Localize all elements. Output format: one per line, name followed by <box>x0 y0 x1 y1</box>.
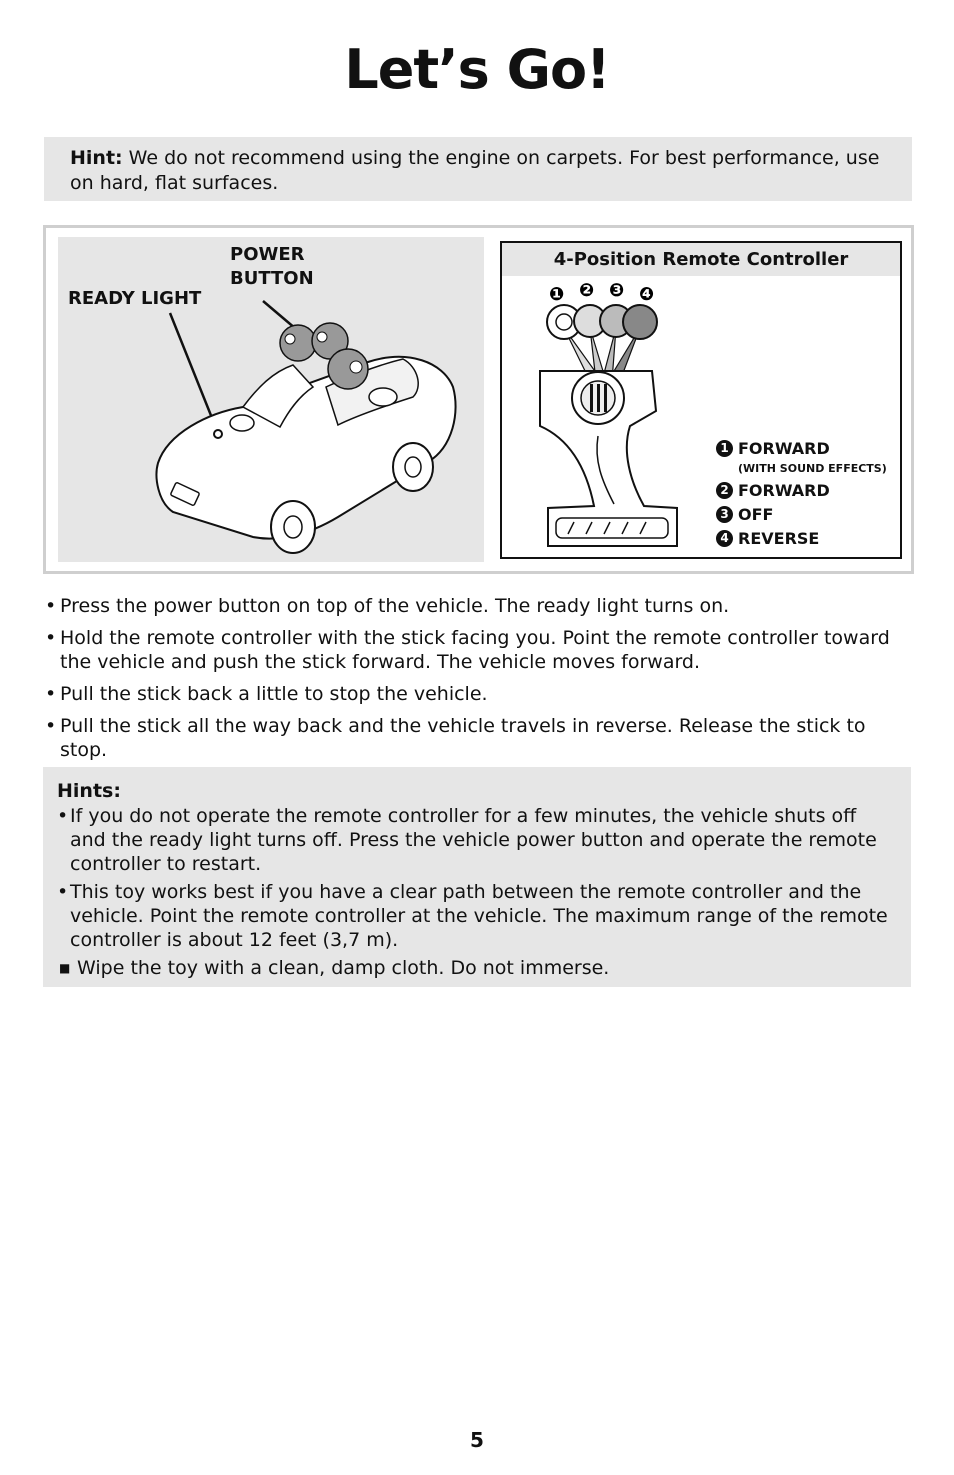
car-drawing <box>58 237 484 562</box>
ready-light-pointer <box>170 313 218 433</box>
passenger-eye <box>350 361 362 373</box>
power-button-pointer <box>263 301 296 329</box>
legend-row-forward <box>716 478 887 502</box>
remote-dial-line <box>590 384 593 412</box>
stick-number-3: ❸ <box>609 280 625 301</box>
instruction-text: Hold the remote controller with the stick facing you. Point the remote controller toward the vehicle and push the stick forward. The vehicle moves forward. <box>60 627 890 673</box>
instruction-text: Pull the stick all the way back and the vehicle travels in reverse. Release the stick to stop. <box>60 715 866 761</box>
legend-number-1: 1 <box>716 440 733 457</box>
remote-legend <box>716 436 887 550</box>
legend-label-off: OFF <box>738 504 774 524</box>
instruction-text: Press the power button on top of the vehicle. The ready light turns on. <box>60 595 730 617</box>
legend-number-3: 3 <box>716 506 733 523</box>
remote-controller-title: 4-Position Remote Controller <box>502 243 900 276</box>
hints-heading: Hints: <box>57 780 121 802</box>
stick-number-4: ❹ <box>639 284 655 305</box>
legend-label-reverse: REVERSE <box>738 528 820 548</box>
power-button-label-line2: BUTTON <box>230 268 314 289</box>
instruction-list <box>45 594 905 770</box>
hint-item: • If you do not operate the remote controller for a few minutes, the vehicle shuts off and the ready light turns off. Press the vehicle power button and operate the remote controller to restart. <box>57 804 897 876</box>
page-number: 5 <box>470 1428 484 1452</box>
hint-text: We do not recommend using the engine on carpets. For best performance, use on hard, flat surfaces. <box>70 147 880 194</box>
passenger-eye <box>317 332 327 342</box>
legend-row-reverse <box>716 526 887 550</box>
page-title: Let’s Go! <box>344 38 610 101</box>
care-text: Wipe the toy with a clean, damp cloth. Do not immerse. <box>77 957 610 979</box>
stick-number-1: ❶ <box>549 284 565 305</box>
legend-number-2: 2 <box>716 482 733 499</box>
legend-label-forward: FORWARD <box>738 480 830 500</box>
instruction-item: • Press the power button on top of the vehicle. The ready light turns on. <box>45 595 730 617</box>
remote-controller-panel <box>500 241 902 559</box>
hint-item-text: This toy works best if you have a clear path between the remote controller and the vehicle. Point the remote controller at the vehicle. The maximum range of the remote controller is about 12 feet (3,7 m). <box>70 881 888 951</box>
remote-dial-line <box>597 384 600 412</box>
remote-battery-grille <box>556 518 668 538</box>
car-headlight <box>230 415 254 431</box>
stick-knob-center <box>556 314 572 330</box>
remote-dial-line <box>604 384 607 412</box>
care-item: ■ Wipe the toy with a clean, damp cloth. Do not immerse. <box>59 957 610 979</box>
legend-label-forward-sound: FORWARD <box>738 438 830 458</box>
figure-frame <box>43 225 914 574</box>
legend-number-4: 4 <box>716 530 733 547</box>
stick-knob-4 <box>623 305 657 339</box>
hint-item: • This toy works best if you have a clear path between the remote controller and the vehicle. Point the remote controller at the vehicle. The maximum range of the remote controller is about 12 feet (3,7 m). <box>57 880 897 952</box>
ready-light-label: READY LIGHT <box>68 288 202 309</box>
hint-label: Hint: <box>70 147 123 169</box>
power-button-label-line1: POWER <box>230 244 305 265</box>
hints-box <box>43 767 911 987</box>
hint-box <box>44 137 912 201</box>
ready-light-indicator <box>214 430 222 438</box>
legend-sub-with-sound-effects: (WITH SOUND EFFECTS) <box>738 462 887 475</box>
rear-wheel-hub <box>405 457 421 477</box>
instruction-text: Pull the stick back a little to stop the vehicle. <box>60 683 488 705</box>
legend-row-forward-sound <box>716 436 887 460</box>
instruction-item: • Pull the stick all the way back and the vehicle travels in reverse. Release the stick to stop. <box>45 714 905 762</box>
remote-drawing <box>502 276 702 556</box>
front-wheel-hub <box>284 516 302 538</box>
car-side-light <box>369 388 397 406</box>
passenger-eye <box>285 334 295 344</box>
instruction-item: • Pull the stick back a little to stop the vehicle. <box>45 683 488 705</box>
car-illustration-panel <box>58 237 484 562</box>
instruction-item: • Hold the remote controller with the stick facing you. Point the remote controller toward the vehicle and push the stick forward. The vehicle moves forward. <box>45 626 905 674</box>
legend-row-off <box>716 502 887 526</box>
hint-item-text: If you do not operate the remote controller for a few minutes, the vehicle shuts off and the ready light turns off. Press the vehicle power button and operate the remote controller to restart. <box>70 805 877 875</box>
stick-number-2: ❷ <box>579 280 595 301</box>
passenger-head-left <box>280 325 316 361</box>
